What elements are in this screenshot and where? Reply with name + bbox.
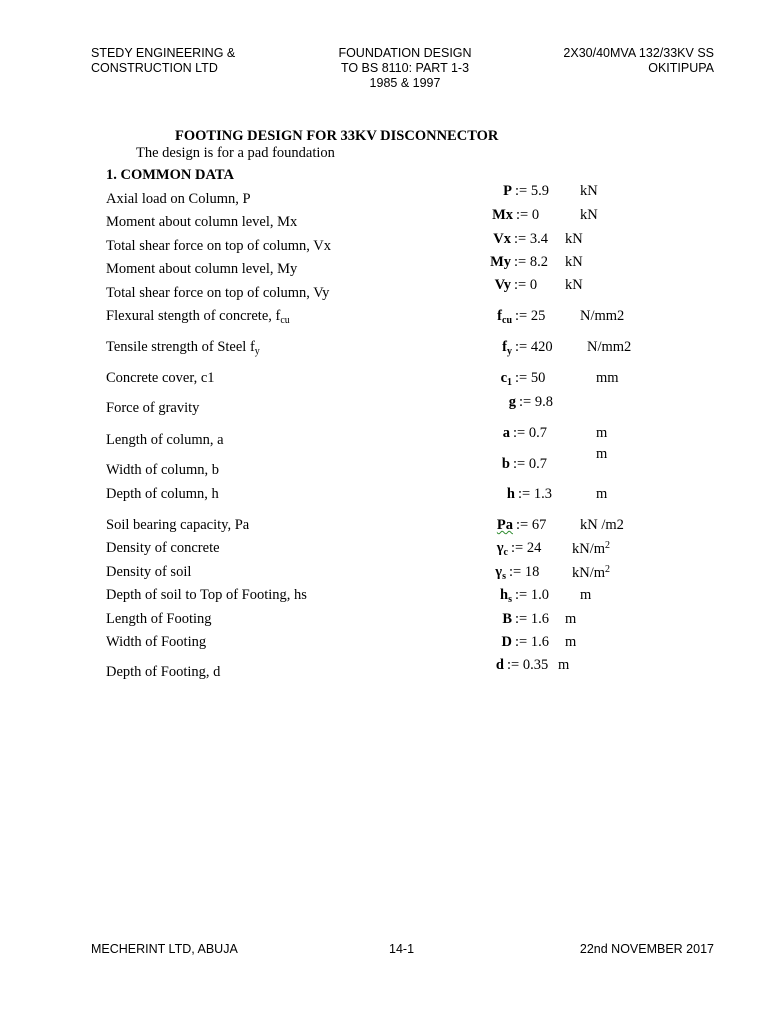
parameter-symbol: γ <box>496 540 504 556</box>
parameter-label <box>106 370 215 387</box>
parameter-expression <box>507 486 515 503</box>
parameter-expression <box>502 634 512 651</box>
parameter-number: 8.2 <box>529 254 548 270</box>
assign-operator: := <box>509 564 525 580</box>
parameter-expression <box>497 517 513 534</box>
parameter-label <box>106 261 297 278</box>
parameter-label <box>106 564 191 581</box>
parameter-unit-text: kN <box>565 254 583 270</box>
parameter-label <box>106 285 329 302</box>
parameter-symbol-subscript: 1 <box>507 377 512 388</box>
parameter-number: 0 <box>531 207 540 223</box>
parameter-label <box>106 308 290 326</box>
parameter-label <box>106 587 307 604</box>
parameter-unit-text: m <box>558 657 570 673</box>
parameter-symbol: Vx <box>493 231 511 247</box>
assign-operator: := <box>515 183 531 199</box>
assign-operator: := <box>513 456 529 472</box>
footer-company: MECHERINT LTD, ABUJA <box>91 942 238 956</box>
assign-operator: := <box>515 634 531 650</box>
header-standard-line1: FOUNDATION DESIGN <box>338 46 472 60</box>
parameter-label-text: Soil bearing capacity, Pa <box>106 517 250 533</box>
assign-operator: := <box>519 394 535 410</box>
parameter-value <box>515 370 545 387</box>
parameter-number: 5.9 <box>530 183 549 199</box>
parameter-expression <box>495 277 511 294</box>
parameter-number: 24 <box>526 540 542 556</box>
parameter-label-text: Flexural stength of concrete, f <box>106 308 281 324</box>
assign-operator: := <box>516 517 532 533</box>
parameter-label <box>106 191 251 208</box>
parameter-label-text: Moment about column level, My <box>106 261 298 277</box>
section-heading: 1. COMMON DATA <box>106 167 234 183</box>
parameter-unit <box>565 611 576 628</box>
assign-operator: := <box>515 308 531 324</box>
parameter-value <box>514 254 548 271</box>
parameter-unit-text: mm <box>596 370 619 386</box>
parameter-symbol: b <box>501 456 510 472</box>
parameter-label-text: Width of Footing <box>106 634 207 650</box>
assign-operator: := <box>516 207 532 223</box>
assign-operator: := <box>518 486 534 502</box>
parameter-symbol-subscript: s <box>502 571 506 582</box>
parameter-label-text: Tensile strength of Steel f <box>106 339 255 355</box>
parameter-unit <box>558 657 569 674</box>
parameter-label-text: Concrete cover, c1 <box>106 370 215 386</box>
parameter-symbol: h <box>500 587 509 603</box>
parameter-expression <box>493 231 511 248</box>
parameter-number: 1.6 <box>530 611 549 627</box>
parameter-unit-text: m <box>565 634 577 650</box>
parameter-unit-text: m <box>580 587 592 603</box>
parameter-symbol: P <box>503 183 512 199</box>
parameter-number: 1.0 <box>530 587 549 603</box>
parameter-expression <box>503 183 512 200</box>
parameter-label-text: Depth of Footing, d <box>106 664 221 680</box>
document-title: FOOTING DESIGN FOR 33KV DISCONNECTOR <box>175 128 499 144</box>
parameter-unit <box>580 183 598 200</box>
parameter-unit-text: kN <box>565 231 583 247</box>
header-project <box>563 46 714 76</box>
parameter-label-subscript: cu <box>280 315 290 326</box>
parameter-label-text: Length of Footing <box>106 611 212 627</box>
parameter-value <box>515 183 549 200</box>
parameter-unit-text: kN/m <box>572 541 606 557</box>
parameter-number: 9.8 <box>534 394 553 410</box>
parameter-unit-text: kN <box>580 207 598 223</box>
parameter-value <box>515 611 549 628</box>
parameter-number: 67 <box>531 517 547 533</box>
parameter-unit <box>565 277 583 294</box>
parameter-expression <box>502 339 512 357</box>
parameter-expression <box>503 425 510 442</box>
parameter-unit <box>596 370 619 387</box>
assign-operator: := <box>515 587 531 603</box>
parameter-unit-text: m <box>565 611 577 627</box>
parameter-symbol: B <box>502 611 512 627</box>
parameter-label <box>106 462 219 479</box>
parameter-symbol: g <box>508 394 516 410</box>
parameter-symbol-subscript: y <box>507 346 512 357</box>
parameter-label <box>106 432 224 449</box>
parameter-expression <box>502 611 512 628</box>
parameter-label-text: Total shear force on top of column, Vx <box>106 238 332 254</box>
parameter-symbol: Vy <box>494 277 511 293</box>
parameter-label-text: Force of gravity <box>106 400 200 416</box>
parameter-label <box>106 339 260 357</box>
parameter-unit-text: m <box>596 425 608 441</box>
parameter-unit-superscript: 2 <box>605 564 611 575</box>
document-intro: The design is for a pad foundation <box>136 145 335 161</box>
header-standard-line2: TO BS 8110: PART 1-3 <box>340 61 470 75</box>
parameter-unit-text: m <box>596 446 608 462</box>
parameter-label-text: Density of soil <box>106 564 192 580</box>
assign-operator: := <box>507 657 523 673</box>
parameter-unit <box>572 540 610 558</box>
parameter-label-text: Width of column, b <box>106 462 219 478</box>
parameter-value <box>516 517 546 534</box>
parameter-symbol: f <box>497 308 502 324</box>
parameter-value <box>515 634 549 651</box>
parameter-expression <box>492 207 513 224</box>
assign-operator: := <box>511 540 527 556</box>
parameter-expression <box>497 540 508 558</box>
parameter-value <box>515 587 549 604</box>
parameter-label <box>106 486 219 503</box>
parameter-number: 18 <box>524 564 540 580</box>
parameter-symbol: My <box>490 254 511 270</box>
parameter-symbol-subscript: c <box>503 547 508 558</box>
parameter-unit <box>580 517 624 534</box>
parameter-number: 0 <box>529 277 538 293</box>
parameter-unit <box>580 207 598 224</box>
parameter-number: 1.3 <box>533 486 552 502</box>
parameter-value <box>518 486 552 503</box>
parameter-expression <box>501 370 512 388</box>
parameter-label <box>106 540 220 557</box>
parameter-value <box>509 564 539 581</box>
parameter-expression <box>496 657 504 674</box>
parameter-expression <box>500 587 512 605</box>
header-standard-line3: 1985 & 1997 <box>369 76 441 90</box>
parameter-unit-text: N/mm2 <box>580 308 625 324</box>
parameter-unit <box>565 231 583 248</box>
assign-operator: := <box>515 339 531 355</box>
parameter-value <box>513 425 547 442</box>
parameter-expression <box>509 394 516 411</box>
parameter-unit <box>587 339 631 356</box>
parameter-unit <box>580 587 591 604</box>
parameter-number: 3.4 <box>529 231 548 247</box>
parameter-symbol: Mx <box>492 207 513 223</box>
parameter-symbol: a <box>502 425 510 441</box>
header-company-line2: CONSTRUCTION LTD <box>91 61 218 75</box>
parameter-label <box>106 634 206 651</box>
parameter-label-text: Depth of soil to Top of Footing, hs <box>106 587 307 603</box>
parameter-symbol: h <box>506 486 515 502</box>
parameter-label-text: Total shear force on top of column, Vy <box>106 285 330 301</box>
parameter-value <box>507 657 548 674</box>
assign-operator: := <box>513 425 529 441</box>
parameter-value <box>519 394 553 411</box>
parameter-unit-superscript: 2 <box>605 540 611 551</box>
parameter-symbol-subscript: cu <box>502 315 512 326</box>
parameter-value <box>514 277 537 294</box>
parameter-symbol: γ <box>495 564 503 580</box>
parameter-label-subscript: y <box>254 346 260 357</box>
parameter-label-text: Depth of column, h <box>106 486 219 502</box>
parameter-unit-text: kN <box>580 183 598 199</box>
parameter-label <box>106 214 297 231</box>
parameter-symbol: Pa <box>496 517 513 533</box>
parameter-unit-text: kN /m2 <box>580 517 624 533</box>
parameter-label-text: Length of column, a <box>106 432 224 448</box>
parameter-value <box>515 339 553 356</box>
parameter-label <box>106 238 331 255</box>
parameter-unit-text: kN/m <box>572 565 606 581</box>
parameter-unit-text: m <box>596 486 608 502</box>
header-company-line1: STEDY ENGINEERING & <box>91 46 236 60</box>
parameter-number: 0.7 <box>528 456 547 472</box>
parameter-unit <box>580 308 624 325</box>
parameter-number: 420 <box>530 339 553 355</box>
assign-operator: := <box>514 277 530 293</box>
assign-operator: := <box>514 254 530 270</box>
parameter-expression <box>495 564 506 582</box>
parameter-label <box>106 400 199 417</box>
parameter-symbol: D <box>501 634 512 650</box>
header-project-line2: OKITIPUPA <box>648 61 714 75</box>
parameter-symbol: f <box>502 339 507 355</box>
parameter-symbol-subscript: s <box>508 594 512 605</box>
parameter-expression <box>502 456 510 473</box>
parameter-expression <box>490 254 511 271</box>
parameter-unit <box>596 425 607 442</box>
parameter-number: 50 <box>530 370 546 386</box>
parameter-value <box>516 207 539 224</box>
parameter-number: 25 <box>530 308 546 324</box>
parameter-value <box>514 231 548 248</box>
parameter-label-text: Axial load on Column, P <box>106 191 251 207</box>
parameter-number: 0.35 <box>522 657 549 673</box>
parameter-unit <box>596 446 607 463</box>
parameter-symbol: d <box>495 657 504 673</box>
parameter-label-text: Density of concrete <box>106 540 220 556</box>
parameter-symbol: c <box>500 370 507 386</box>
assign-operator: := <box>515 370 531 386</box>
parameter-label-text: Moment about column level, Mx <box>106 214 298 230</box>
parameter-unit <box>565 634 576 651</box>
parameter-value <box>511 540 541 557</box>
page-number: 14-1 <box>389 942 415 956</box>
header-company <box>91 46 235 76</box>
parameter-unit <box>596 486 607 503</box>
parameter-value <box>513 456 547 473</box>
parameter-label <box>106 664 220 681</box>
parameter-number: 0.7 <box>528 425 547 441</box>
parameter-label <box>106 611 212 628</box>
assign-operator: := <box>514 231 530 247</box>
parameter-label <box>106 517 249 534</box>
header-project-line1: 2X30/40MVA 132/33KV SS <box>563 46 714 60</box>
assign-operator: := <box>515 611 531 627</box>
parameter-unit <box>565 254 583 271</box>
parameter-number: 1.6 <box>530 634 549 650</box>
parameter-unit-text: N/mm2 <box>587 339 632 355</box>
parameter-expression <box>497 308 512 326</box>
parameter-unit <box>572 564 610 582</box>
parameter-value <box>515 308 545 325</box>
footer-date: 22nd NOVEMBER 2017 <box>579 942 714 956</box>
header-standard <box>330 46 480 91</box>
parameter-unit-text: kN <box>565 277 583 293</box>
